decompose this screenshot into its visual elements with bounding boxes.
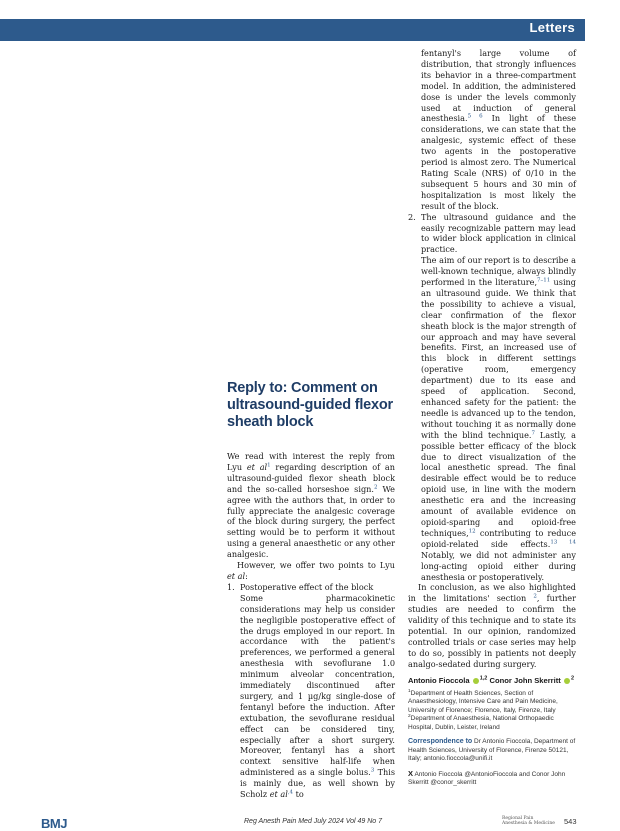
intro-paragraph: We read with interest the reply from Lyu et $al^1$ regarding description of an ultrasound-guided flexor sheath block and the so-called horseshoe sign.$^2$ We agree with the authors that, in order to fully appreciate the analgesic coverage of the block during surgery, the perfect setting would be to perform it without using a general anaesthetic or any other analgesic.	[227, 451, 395, 560]
left-column	[227, 380, 395, 800]
conclusion-paragraph: In conclusion, as we also highlighted in the limitations' section $^2$, further studies are needed to confirm the validity of this technique and to state its potential. In our opinion, randomized controlled trials or case series may help to do so, possibly in patients not deeply analgo-sedated during surgery.	[408, 582, 576, 669]
citation-link[interactable]: 12	[468, 528, 476, 535]
social-handles: X Antonio Fioccola @AntonioFioccola and Conor John Skerritt @conor_skerritt	[408, 768, 566, 787]
item-number: 2.	[408, 211, 416, 222]
author-name[interactable]: Antonio Fioccola	[408, 675, 470, 685]
author-name[interactable]: Conor John Skerritt	[489, 675, 561, 685]
correspondence: Correspondence to Dr Antonio Fioccola, Department of Health Sciences, University of Florence, Firenze 50121, Italy; antonio.fioccola@unifi.it	[408, 738, 576, 763]
citation-link[interactable]: 3	[370, 767, 375, 774]
author-line: Antonio Fioccola $^{1,2}$ Conor John Skerritt $^2$	[408, 675, 574, 685]
item-2-body: The aim of our report is to describe a well-known technique, always blindly performed in the literature,$^{7-11}$ using an ultrasound guide. We think that the possibility to achieve a visual, clear confirmation of the flexor sheath block is the major strength of our approach and may have several benefits. First, an increased use of this block in different settings (operative room, emergency department) due to its ease and speed of application. Second, enhanced safety for the patient: the needle is advanced up to the tendon, without touching it as normally done with the blind technique.$^7$ Lastly, a possible better efficacy of the block due to direct visualization of the local anesthetic spread. The final desirable effect would be to reduce opioid use, in line with the modern anesthetic era and the increasing amount of available evidence on opioid-sparing and opioid-free techniques,$^{12}$ contributing to reduce opioid-related side effects.$^{13 14}$ Notably, we did not administer any long-acting opioid either during anesthesia or postoperatively.	[421, 255, 577, 582]
affiliation-2: $^2$Department of Anaesthesia, National Orthopaedic Hospital, Dublin, Leister, Ireland	[408, 714, 554, 731]
orcid-icon[interactable]	[564, 678, 570, 684]
orcid-icon[interactable]	[473, 678, 479, 684]
correspondence-label: Correspondence to	[408, 738, 473, 746]
bmj-logo: BMJ	[41, 816, 67, 831]
journal-mini-logo: Regional Pain Anesthesia & Medicine	[502, 816, 555, 826]
however-paragraph: However, we offer two points to Lyu et al:	[227, 560, 395, 581]
numbered-item-1	[227, 582, 395, 593]
citation-link[interactable]: 1	[267, 462, 271, 469]
section-header-bar	[0, 19, 585, 41]
item-label: Postoperative effect of the block	[240, 581, 374, 592]
right-column	[408, 48, 576, 788]
affiliations	[408, 690, 576, 733]
section-label: Letters	[529, 20, 575, 35]
citation-link[interactable]: 2	[533, 593, 537, 600]
item-number: 1.	[227, 581, 235, 592]
item-1-body-continued: fentanyl's large volume of distribution, that strongly influences its behavior in a three-compartment model. In addition, the administered dose is under the levels commonly used at induction of general anesthesia.$^{5 6}$ In light of these considerations, we can state that the analgesic, systemic effect of these two agents in the postoperative period is almost zero. The Numerical Rating Scale (NRS) of 0/10 in the subsequent 5 hours and 30 min of hospitalization is most likely the result of the block.	[421, 48, 577, 211]
page-number: 543	[564, 817, 577, 826]
citation-link[interactable]: 7–11	[537, 277, 551, 284]
citation-link[interactable]: 13 14	[550, 539, 576, 546]
x-icon: X	[408, 768, 414, 778]
item-1-body: Some pharmacokinetic considerations may help us consider the negligible postoperative effect of the drugs employed in our report. In accordance with the patient's preferences, we performed a general anesthesia with sevoflurane 1.0 minimum alveolar concentration, immediately discontinued after surgery, and 1 µg/kg single-dose of fentanyl before the induction. After extubation, the sevoflurane residual effect can be considered tiny, especially after a short surgery. Moreover, fentanyl has a short context sensitive half-life when administered as a single bolus.$^3$ This is mainly due, as well shown by Scholz et $al^{,4}$ to	[240, 592, 395, 800]
citation-link[interactable]: 2	[373, 484, 378, 490]
numbered-item-2	[408, 212, 576, 256]
item-label: The ultrasound guidance and the easily recognizable pattern may lead to wider block application in clinical practice.	[421, 211, 576, 255]
article-title: Reply to: Comment on ultrasound-guided flexor sheath block	[227, 380, 393, 430]
citation-link[interactable]: 7	[531, 430, 535, 436]
citation-link[interactable]: ,4	[287, 789, 294, 796]
journal-citation: Reg Anesth Pain Med July 2024 Vol 49 No 7	[244, 818, 383, 825]
affiliation-1: $^1$Department of Health Sciences, Section of Anaesthesiology, Intensive Care and Pain Medicine, University of Florence; Florence, Italy, Firenze, Italy	[408, 688, 558, 714]
citation-link[interactable]: 5 6	[467, 113, 483, 120]
